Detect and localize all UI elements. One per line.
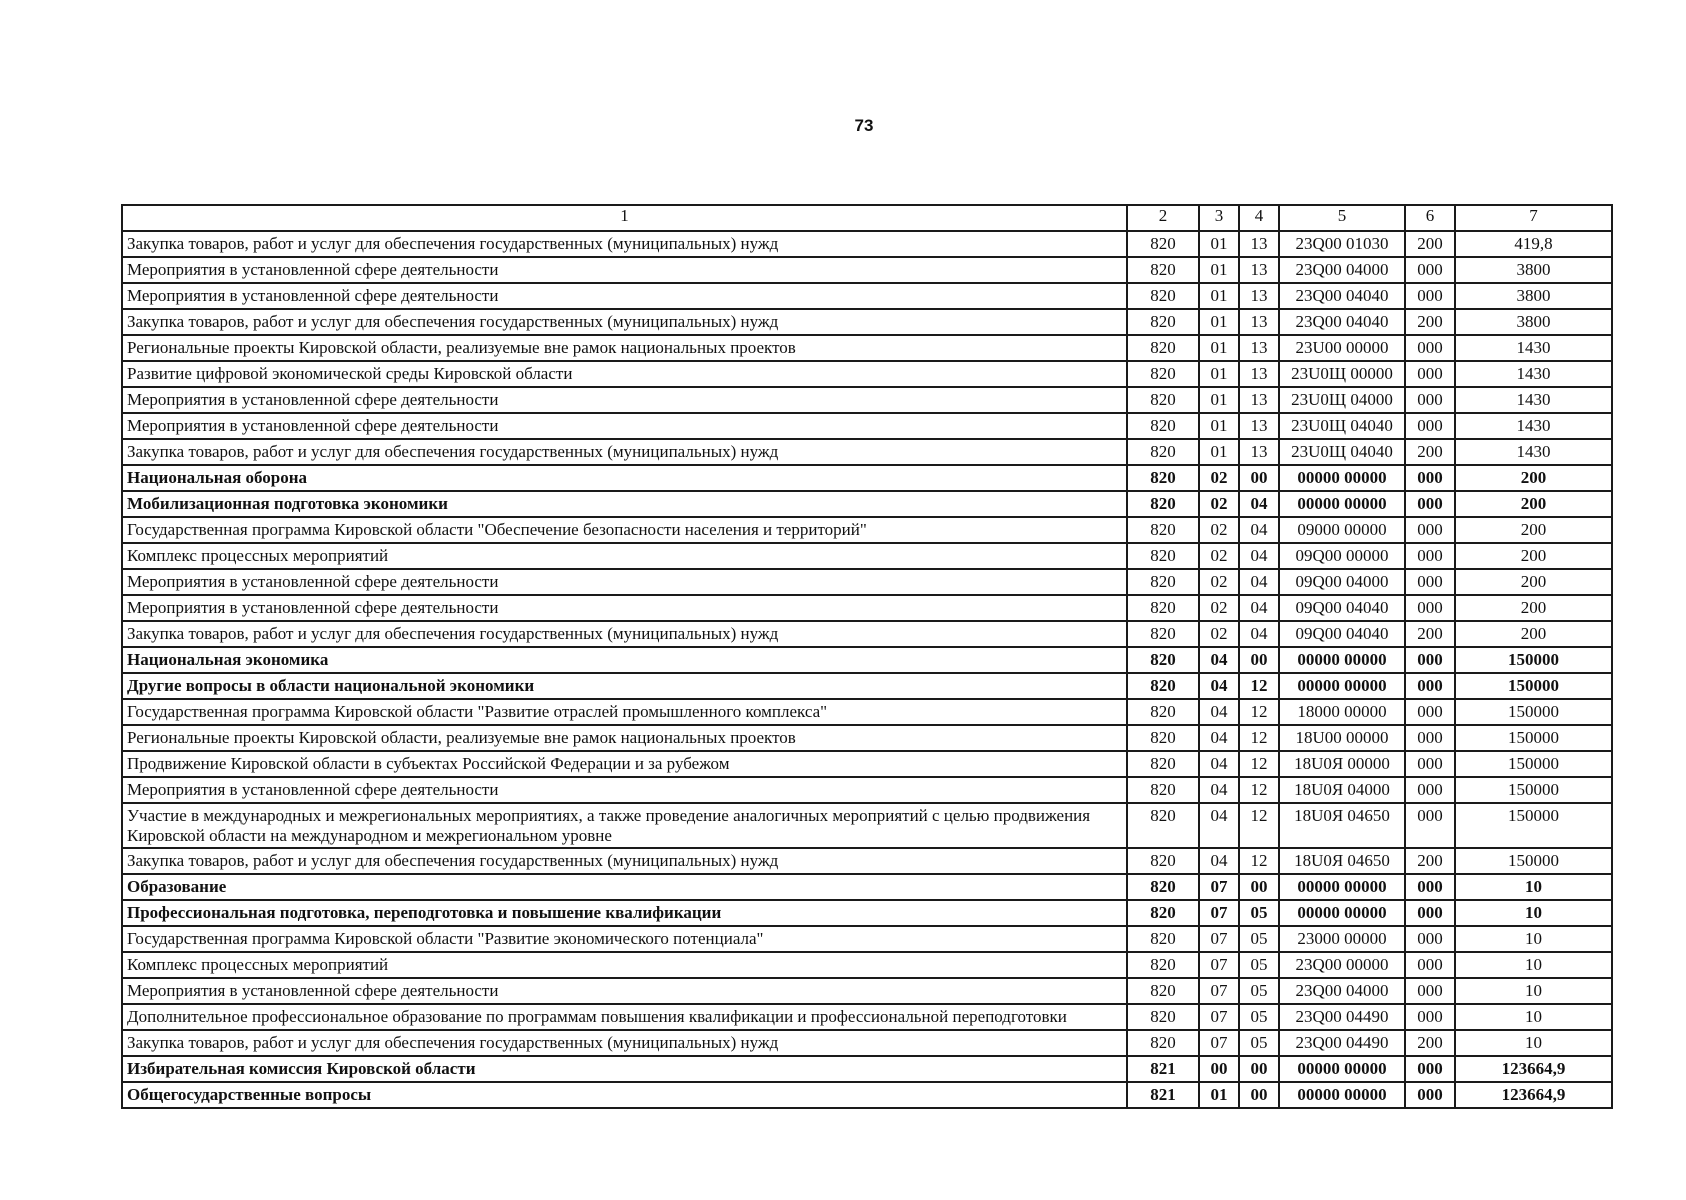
table-row xyxy=(122,777,1612,803)
cell-csr: 09Q00 04040 xyxy=(1279,595,1405,621)
cell-pr: 13 xyxy=(1239,283,1279,309)
cell-amount: 150000 xyxy=(1455,777,1612,803)
cell-csr: 23Q00 04040 xyxy=(1279,309,1405,335)
cell-amount: 10 xyxy=(1455,952,1612,978)
cell-pr: 05 xyxy=(1239,952,1279,978)
table-row xyxy=(122,699,1612,725)
cell-ved: 820 xyxy=(1127,309,1199,335)
cell-amount: 123664,9 xyxy=(1455,1056,1612,1082)
cell-ved: 820 xyxy=(1127,517,1199,543)
cell-pr: 12 xyxy=(1239,673,1279,699)
cell-ved: 820 xyxy=(1127,231,1199,257)
cell-name: Региональные проекты Кировской области, реализуемые вне рамок национальных проектов xyxy=(122,335,1127,361)
cell-pr: 12 xyxy=(1239,699,1279,725)
cell-pr: 13 xyxy=(1239,361,1279,387)
cell-name: Профессиональная подготовка, переподготовка и повышение квалификации xyxy=(122,900,1127,926)
cell-csr: 23Q00 01030 xyxy=(1279,231,1405,257)
cell-rz: 01 xyxy=(1199,309,1239,335)
cell-name: Национальная оборона xyxy=(122,465,1127,491)
table-row xyxy=(122,874,1612,900)
table-row xyxy=(122,439,1612,465)
cell-ved: 820 xyxy=(1127,465,1199,491)
table-row xyxy=(122,569,1612,595)
cell-vr: 000 xyxy=(1405,952,1455,978)
cell-name: Образование xyxy=(122,874,1127,900)
cell-vr: 000 xyxy=(1405,595,1455,621)
table-row xyxy=(122,926,1612,952)
cell-pr: 12 xyxy=(1239,777,1279,803)
cell-amount: 150000 xyxy=(1455,699,1612,725)
cell-amount: 200 xyxy=(1455,491,1612,517)
cell-vr: 000 xyxy=(1405,647,1455,673)
cell-rz: 07 xyxy=(1199,952,1239,978)
cell-csr: 23U0Щ 04040 xyxy=(1279,413,1405,439)
cell-name: Мероприятия в установленной сфере деятельности xyxy=(122,413,1127,439)
cell-name: Закупка товаров, работ и услуг для обеспечения государственных (муниципальных) нужд xyxy=(122,231,1127,257)
cell-pr: 12 xyxy=(1239,751,1279,777)
cell-csr: 23Q00 04490 xyxy=(1279,1004,1405,1030)
cell-rz: 07 xyxy=(1199,1030,1239,1056)
cell-amount: 150000 xyxy=(1455,673,1612,699)
cell-vr: 000 xyxy=(1405,257,1455,283)
cell-ved: 820 xyxy=(1127,1004,1199,1030)
cell-name: Национальная экономика xyxy=(122,647,1127,673)
cell-rz: 01 xyxy=(1199,257,1239,283)
cell-vr: 200 xyxy=(1405,309,1455,335)
cell-vr: 000 xyxy=(1405,900,1455,926)
cell-csr: 18U00 00000 xyxy=(1279,725,1405,751)
cell-vr: 000 xyxy=(1405,1082,1455,1108)
cell-vr: 000 xyxy=(1405,751,1455,777)
cell-rz: 02 xyxy=(1199,595,1239,621)
table-body xyxy=(122,231,1612,1108)
cell-rz: 04 xyxy=(1199,673,1239,699)
cell-csr: 23Q00 04040 xyxy=(1279,283,1405,309)
cell-name: Мероприятия в установленной сфере деятельности xyxy=(122,257,1127,283)
cell-rz: 00 xyxy=(1199,1056,1239,1082)
cell-csr: 23000 00000 xyxy=(1279,926,1405,952)
table-row xyxy=(122,517,1612,543)
table-row xyxy=(122,621,1612,647)
cell-vr: 000 xyxy=(1405,1056,1455,1082)
cell-ved: 820 xyxy=(1127,569,1199,595)
cell-amount: 10 xyxy=(1455,900,1612,926)
cell-rz: 04 xyxy=(1199,725,1239,751)
cell-rz: 07 xyxy=(1199,926,1239,952)
cell-vr: 000 xyxy=(1405,387,1455,413)
cell-name: Другие вопросы в области национальной экономики xyxy=(122,673,1127,699)
cell-pr: 00 xyxy=(1239,465,1279,491)
cell-rz: 02 xyxy=(1199,491,1239,517)
cell-name: Мероприятия в установленной сфере деятельности xyxy=(122,569,1127,595)
cell-rz: 04 xyxy=(1199,647,1239,673)
cell-pr: 05 xyxy=(1239,978,1279,1004)
table-header xyxy=(122,205,1612,231)
cell-pr: 05 xyxy=(1239,926,1279,952)
cell-rz: 01 xyxy=(1199,439,1239,465)
cell-amount: 419,8 xyxy=(1455,231,1612,257)
cell-amount: 200 xyxy=(1455,517,1612,543)
cell-name: Дополнительное профессиональное образование по программам повышения квалификации и профессиональной переподготовки xyxy=(122,1004,1127,1030)
cell-vr: 200 xyxy=(1405,1030,1455,1056)
cell-amount: 10 xyxy=(1455,978,1612,1004)
cell-ved: 820 xyxy=(1127,647,1199,673)
table-row xyxy=(122,1082,1612,1108)
cell-rz: 07 xyxy=(1199,1004,1239,1030)
cell-ved: 820 xyxy=(1127,595,1199,621)
table-row xyxy=(122,335,1612,361)
cell-rz: 02 xyxy=(1199,465,1239,491)
cell-pr: 04 xyxy=(1239,491,1279,517)
table-row xyxy=(122,387,1612,413)
cell-csr: 00000 00000 xyxy=(1279,647,1405,673)
cell-rz: 02 xyxy=(1199,569,1239,595)
header-col-7: 7 xyxy=(1455,205,1612,231)
cell-pr: 05 xyxy=(1239,1004,1279,1030)
cell-csr: 23U0Щ 00000 xyxy=(1279,361,1405,387)
cell-name: Продвижение Кировской области в субъектах Российской Федерации и за рубежом xyxy=(122,751,1127,777)
cell-pr: 13 xyxy=(1239,231,1279,257)
cell-csr: 09000 00000 xyxy=(1279,517,1405,543)
cell-csr: 18U0Я 04650 xyxy=(1279,803,1405,848)
cell-pr: 12 xyxy=(1239,725,1279,751)
cell-pr: 13 xyxy=(1239,257,1279,283)
cell-rz: 01 xyxy=(1199,231,1239,257)
header-col-4: 4 xyxy=(1239,205,1279,231)
cell-amount: 150000 xyxy=(1455,848,1612,874)
cell-ved: 820 xyxy=(1127,621,1199,647)
cell-amount: 200 xyxy=(1455,569,1612,595)
table-row xyxy=(122,978,1612,1004)
cell-rz: 04 xyxy=(1199,751,1239,777)
cell-rz: 02 xyxy=(1199,517,1239,543)
cell-pr: 00 xyxy=(1239,1056,1279,1082)
cell-amount: 200 xyxy=(1455,543,1612,569)
cell-amount: 1430 xyxy=(1455,335,1612,361)
cell-vr: 000 xyxy=(1405,543,1455,569)
cell-pr: 13 xyxy=(1239,439,1279,465)
cell-amount: 200 xyxy=(1455,621,1612,647)
cell-ved: 820 xyxy=(1127,777,1199,803)
cell-ved: 820 xyxy=(1127,926,1199,952)
cell-ved: 820 xyxy=(1127,751,1199,777)
cell-csr: 23U00 00000 xyxy=(1279,335,1405,361)
cell-rz: 01 xyxy=(1199,1082,1239,1108)
table-row xyxy=(122,952,1612,978)
cell-vr: 000 xyxy=(1405,283,1455,309)
cell-name: Закупка товаров, работ и услуг для обеспечения государственных (муниципальных) нужд xyxy=(122,1030,1127,1056)
cell-vr: 000 xyxy=(1405,978,1455,1004)
cell-name: Государственная программа Кировской области "Развитие экономического потенциала" xyxy=(122,926,1127,952)
cell-pr: 05 xyxy=(1239,900,1279,926)
cell-name: Развитие цифровой экономической среды Кировской области xyxy=(122,361,1127,387)
cell-amount: 150000 xyxy=(1455,751,1612,777)
table-row xyxy=(122,803,1612,848)
cell-rz: 02 xyxy=(1199,621,1239,647)
cell-ved: 821 xyxy=(1127,1082,1199,1108)
cell-ved: 820 xyxy=(1127,257,1199,283)
cell-name: Региональные проекты Кировской области, реализуемые вне рамок национальных проектов xyxy=(122,725,1127,751)
cell-name: Мероприятия в установленной сфере деятельности xyxy=(122,978,1127,1004)
cell-csr: 09Q00 04000 xyxy=(1279,569,1405,595)
cell-amount: 150000 xyxy=(1455,803,1612,848)
cell-ved: 820 xyxy=(1127,673,1199,699)
cell-name: Закупка товаров, работ и услуг для обеспечения государственных (муниципальных) нужд xyxy=(122,848,1127,874)
cell-csr: 09Q00 04040 xyxy=(1279,621,1405,647)
cell-amount: 1430 xyxy=(1455,387,1612,413)
cell-ved: 820 xyxy=(1127,439,1199,465)
cell-amount: 10 xyxy=(1455,926,1612,952)
table-row xyxy=(122,465,1612,491)
cell-pr: 12 xyxy=(1239,848,1279,874)
cell-ved: 820 xyxy=(1127,491,1199,517)
cell-ved: 820 xyxy=(1127,900,1199,926)
cell-name: Мероприятия в установленной сфере деятельности xyxy=(122,283,1127,309)
budget-table xyxy=(121,204,1613,1109)
header-col-6: 6 xyxy=(1405,205,1455,231)
cell-csr: 00000 00000 xyxy=(1279,900,1405,926)
cell-vr: 200 xyxy=(1405,231,1455,257)
page-number: 73 xyxy=(854,116,874,135)
cell-ved: 820 xyxy=(1127,361,1199,387)
cell-name: Участие в международных и межрегиональных мероприятиях, а также проведение аналогичных мероприятий с целью продвижения Кировской области на международном и межрегиональном уровне xyxy=(122,803,1127,848)
cell-name: Избирательная комиссия Кировской области xyxy=(122,1056,1127,1082)
cell-rz: 04 xyxy=(1199,848,1239,874)
cell-amount: 200 xyxy=(1455,595,1612,621)
cell-csr: 09Q00 00000 xyxy=(1279,543,1405,569)
table-row xyxy=(122,309,1612,335)
cell-rz: 02 xyxy=(1199,543,1239,569)
cell-rz: 01 xyxy=(1199,283,1239,309)
table-row xyxy=(122,231,1612,257)
cell-csr: 23U0Щ 04040 xyxy=(1279,439,1405,465)
cell-vr: 000 xyxy=(1405,413,1455,439)
cell-ved: 820 xyxy=(1127,283,1199,309)
cell-vr: 000 xyxy=(1405,725,1455,751)
cell-pr: 13 xyxy=(1239,335,1279,361)
table-row xyxy=(122,1056,1612,1082)
cell-csr: 18U0Я 00000 xyxy=(1279,751,1405,777)
table-row xyxy=(122,1030,1612,1056)
cell-vr: 000 xyxy=(1405,361,1455,387)
cell-pr: 00 xyxy=(1239,647,1279,673)
cell-amount: 1430 xyxy=(1455,361,1612,387)
cell-vr: 000 xyxy=(1405,673,1455,699)
cell-name: Закупка товаров, работ и услуг для обеспечения государственных (муниципальных) нужд xyxy=(122,621,1127,647)
cell-rz: 01 xyxy=(1199,413,1239,439)
cell-pr: 04 xyxy=(1239,621,1279,647)
table-row xyxy=(122,725,1612,751)
cell-pr: 13 xyxy=(1239,413,1279,439)
cell-vr: 000 xyxy=(1405,1004,1455,1030)
cell-pr: 13 xyxy=(1239,309,1279,335)
table-row xyxy=(122,751,1612,777)
cell-rz: 04 xyxy=(1199,777,1239,803)
cell-amount: 10 xyxy=(1455,1004,1612,1030)
cell-ved: 820 xyxy=(1127,387,1199,413)
cell-vr: 200 xyxy=(1405,439,1455,465)
cell-vr: 000 xyxy=(1405,465,1455,491)
cell-ved: 821 xyxy=(1127,1056,1199,1082)
table-row xyxy=(122,413,1612,439)
cell-name: Закупка товаров, работ и услуг для обеспечения государственных (муниципальных) нужд xyxy=(122,309,1127,335)
cell-pr: 04 xyxy=(1239,517,1279,543)
header-col-3: 3 xyxy=(1199,205,1239,231)
cell-csr: 00000 00000 xyxy=(1279,465,1405,491)
cell-ved: 820 xyxy=(1127,413,1199,439)
cell-pr: 00 xyxy=(1239,874,1279,900)
cell-name: Мобилизационная подготовка экономики xyxy=(122,491,1127,517)
cell-vr: 000 xyxy=(1405,777,1455,803)
cell-csr: 00000 00000 xyxy=(1279,1082,1405,1108)
cell-csr: 18U0Я 04000 xyxy=(1279,777,1405,803)
cell-vr: 000 xyxy=(1405,491,1455,517)
cell-csr: 18000 00000 xyxy=(1279,699,1405,725)
cell-name: Общегосударственные вопросы xyxy=(122,1082,1127,1108)
cell-csr: 23Q00 04000 xyxy=(1279,978,1405,1004)
cell-ved: 820 xyxy=(1127,699,1199,725)
cell-name: Комплекс процессных мероприятий xyxy=(122,543,1127,569)
cell-pr: 12 xyxy=(1239,803,1279,848)
cell-amount: 1430 xyxy=(1455,413,1612,439)
header-col-1: 1 xyxy=(122,205,1127,231)
table-row xyxy=(122,257,1612,283)
cell-amount: 150000 xyxy=(1455,647,1612,673)
cell-csr: 00000 00000 xyxy=(1279,491,1405,517)
cell-amount: 150000 xyxy=(1455,725,1612,751)
cell-name: Комплекс процессных мероприятий xyxy=(122,952,1127,978)
cell-rz: 04 xyxy=(1199,803,1239,848)
cell-csr: 23U0Щ 04000 xyxy=(1279,387,1405,413)
cell-vr: 000 xyxy=(1405,699,1455,725)
cell-rz: 04 xyxy=(1199,699,1239,725)
cell-vr: 000 xyxy=(1405,517,1455,543)
cell-name: Мероприятия в установленной сфере деятельности xyxy=(122,387,1127,413)
table-row xyxy=(122,491,1612,517)
table-row xyxy=(122,283,1612,309)
cell-csr: 18U0Я 04650 xyxy=(1279,848,1405,874)
cell-amount: 3800 xyxy=(1455,257,1612,283)
cell-vr: 000 xyxy=(1405,803,1455,848)
header-col-2: 2 xyxy=(1127,205,1199,231)
cell-amount: 3800 xyxy=(1455,309,1612,335)
cell-amount: 123664,9 xyxy=(1455,1082,1612,1108)
cell-amount: 3800 xyxy=(1455,283,1612,309)
cell-rz: 07 xyxy=(1199,900,1239,926)
cell-ved: 820 xyxy=(1127,1030,1199,1056)
cell-vr: 000 xyxy=(1405,569,1455,595)
cell-csr: 23Q00 04490 xyxy=(1279,1030,1405,1056)
cell-name: Мероприятия в установленной сфере деятельности xyxy=(122,595,1127,621)
cell-amount: 10 xyxy=(1455,1030,1612,1056)
table-row xyxy=(122,361,1612,387)
cell-ved: 820 xyxy=(1127,803,1199,848)
table-row xyxy=(122,595,1612,621)
cell-csr: 00000 00000 xyxy=(1279,874,1405,900)
table-row xyxy=(122,1004,1612,1030)
cell-ved: 820 xyxy=(1127,978,1199,1004)
cell-ved: 820 xyxy=(1127,543,1199,569)
cell-csr: 23Q00 04000 xyxy=(1279,257,1405,283)
cell-csr: 00000 00000 xyxy=(1279,673,1405,699)
cell-ved: 820 xyxy=(1127,874,1199,900)
table-row xyxy=(122,647,1612,673)
cell-csr: 00000 00000 xyxy=(1279,1056,1405,1082)
cell-vr: 200 xyxy=(1405,848,1455,874)
cell-ved: 820 xyxy=(1127,848,1199,874)
table-row xyxy=(122,848,1612,874)
cell-ved: 820 xyxy=(1127,335,1199,361)
header-row xyxy=(122,205,1612,231)
cell-rz: 07 xyxy=(1199,874,1239,900)
cell-vr: 000 xyxy=(1405,335,1455,361)
header-col-5: 5 xyxy=(1279,205,1405,231)
cell-pr: 04 xyxy=(1239,595,1279,621)
cell-pr: 05 xyxy=(1239,1030,1279,1056)
table-row xyxy=(122,900,1612,926)
cell-rz: 01 xyxy=(1199,361,1239,387)
cell-vr: 200 xyxy=(1405,621,1455,647)
cell-name: Государственная программа Кировской области "Обеспечение безопасности населения и территорий" xyxy=(122,517,1127,543)
cell-pr: 04 xyxy=(1239,569,1279,595)
table-row xyxy=(122,673,1612,699)
table-row xyxy=(122,543,1612,569)
cell-vr: 000 xyxy=(1405,874,1455,900)
cell-pr: 13 xyxy=(1239,387,1279,413)
cell-amount: 10 xyxy=(1455,874,1612,900)
cell-rz: 07 xyxy=(1199,978,1239,1004)
cell-pr: 00 xyxy=(1239,1082,1279,1108)
cell-rz: 01 xyxy=(1199,387,1239,413)
cell-rz: 01 xyxy=(1199,335,1239,361)
cell-vr: 000 xyxy=(1405,926,1455,952)
cell-name: Мероприятия в установленной сфере деятельности xyxy=(122,777,1127,803)
cell-amount: 1430 xyxy=(1455,439,1612,465)
cell-csr: 23Q00 00000 xyxy=(1279,952,1405,978)
cell-pr: 04 xyxy=(1239,543,1279,569)
cell-name: Государственная программа Кировской области "Развитие отраслей промышленного комплекса" xyxy=(122,699,1127,725)
cell-ved: 820 xyxy=(1127,952,1199,978)
cell-amount: 200 xyxy=(1455,465,1612,491)
cell-ved: 820 xyxy=(1127,725,1199,751)
cell-name: Закупка товаров, работ и услуг для обеспечения государственных (муниципальных) нужд xyxy=(122,439,1127,465)
